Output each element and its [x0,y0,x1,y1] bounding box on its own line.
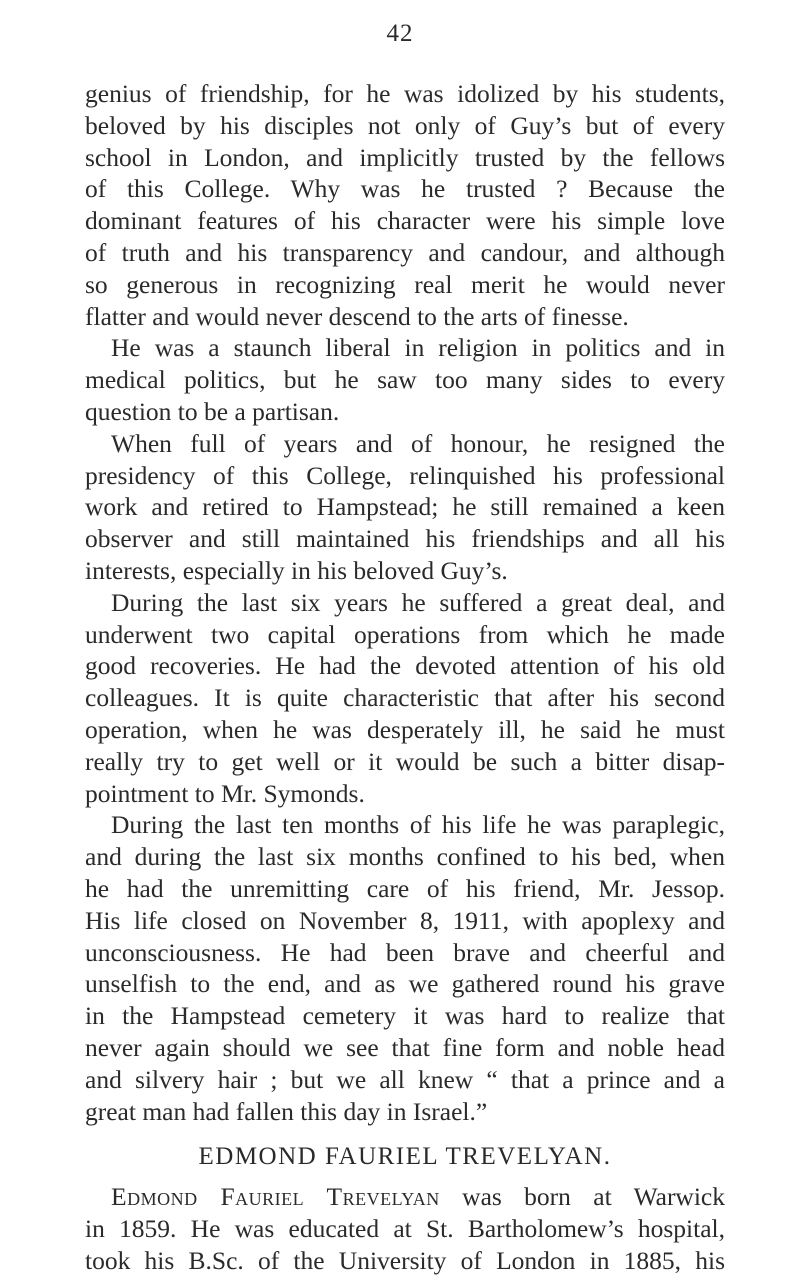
text-line: work and retired to Hampstead; he still remained a keen [85,492,725,522]
text-line: never again should we see that fine form and noble head [85,1032,725,1062]
section-heading: EDMOND FAURIEL TREVELYAN. [198,1143,612,1171]
text-line: unconsciousness. He had been brave and cheerful and [85,937,725,967]
text-line: pointment to Mr. Symonds. [85,778,365,808]
text-line: flatter and would never descend to the arts of finesse. [85,301,629,331]
biography-text [85,1181,725,1276]
text-line: underwent two capital operations from which he made [85,619,725,649]
text-line: colleagues. It is quite characteristic that after his second [85,683,725,713]
paragraph [85,332,725,427]
text-line: His life closed on November 8, 1911, with apoplexy and [85,905,725,935]
text-line: good recoveries. He had the devoted attention of his old [85,651,725,681]
text-fragment: was born at Warwick [439,1182,726,1212]
paragraph [85,428,725,587]
text-line: interests, especially in his beloved Guy’s. [85,555,508,585]
text-line: and during the last six months confined to his bed, when [85,842,725,872]
text-line: of truth and his transparency and candour, and although [85,237,725,267]
page-number: 42 [386,20,414,47]
text-line: so generous in recognizing real merit he would never [85,269,725,299]
text-line: in 1859. He was educated at St. Bartholomew’s hospital, [85,1213,725,1243]
text-line: presidency of this College, relinquished his professional [85,460,725,490]
text-line: operation, when he was desperately ill, he said he must [85,714,725,744]
text-line: and silvery hair ; but we all knew “ that a prince and a [85,1064,725,1094]
text-line: medical politics, but he saw too many sides to every [85,365,725,395]
text-line: beloved by his disciples not only of Guy’s but of every [85,110,725,140]
text-line: During the last six years he suffered a great deal, and [111,587,725,617]
text-line [85,1181,725,1213]
paragraph [85,587,725,810]
text-line: genius of friendship, for he was idolized by his students, [85,79,725,108]
subject-name: Edmond Fauriel Trevelyan [111,1182,440,1212]
text-line: When full of years and of honour, he resigned the [111,428,725,458]
text-line: he had the unremitting care of his friend, Mr. Jessop. [85,873,725,903]
obituary-text [85,78,725,1127]
text-line: observer and still maintained his friendships and all his [85,524,725,554]
text-line: really try to get well or it would be such a bitter disap- [85,746,725,776]
text-line: of this College. Why was he trusted ? Because the [85,174,725,204]
text-line: great man had fallen this day in Israel.” [85,1096,488,1126]
text-line: question to be a partisan. [85,396,340,426]
article-body [85,78,725,1276]
paragraph [85,809,725,1127]
text-line: school in London, and implicitly trusted by the fellows [85,142,725,172]
text-line: During the last ten months of his life he was paraplegic, [111,810,725,840]
text-line: in the Hampstead cemetery it was hard to realize that [85,1001,725,1031]
text-line: dominant features of his character were his simple love [85,206,725,236]
text-line: took his B.Sc. of the University of London in 1885, his [85,1245,725,1275]
text-line: unselfish to the end, and as we gathered round his grave [85,969,725,999]
text-line: He was a staunch liberal in religion in politics and in [111,333,725,363]
paragraph [85,78,725,332]
